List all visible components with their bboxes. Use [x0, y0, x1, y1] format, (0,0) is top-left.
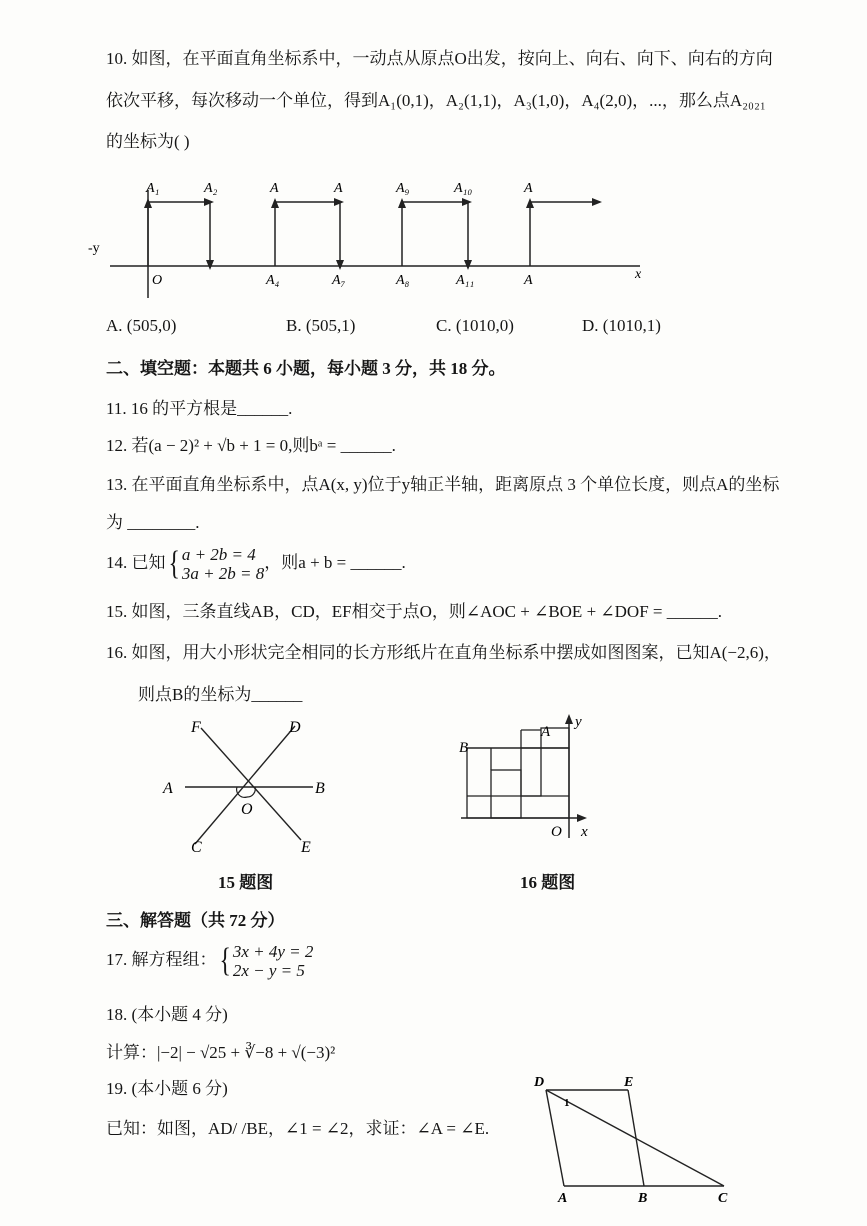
q10-line1: 10. 如图，在平面直角坐标系中，一动点从原点O出发，按向上、向右、向下、向右的方向	[106, 49, 773, 68]
fig15-label-a: A	[163, 780, 173, 797]
fig15-label-c: C	[191, 839, 202, 856]
q17	[106, 942, 313, 980]
q10-y-mark: -y	[88, 241, 100, 256]
section2-heading: 二、填空题：本题共 6 小题，每小题 3 分，共 18 分。	[106, 359, 506, 378]
fig15-label-e: E	[301, 839, 311, 856]
q17-eq1: 3x + 4y = 2	[232, 942, 314, 961]
q10-label-a2: A₂	[204, 181, 218, 196]
q10-option-c: C. (1010,0)	[436, 316, 514, 335]
fig19-parallelogram	[528, 1072, 743, 1212]
fig15-label-d: D	[289, 719, 301, 736]
section3-heading: 三、解答题（共 72 分）	[106, 911, 285, 930]
q10-label-a13: A	[524, 181, 533, 196]
fig19-label-angle1: 1	[564, 1097, 570, 1109]
q18-body: 计算：|−2| − √25 + ∛−8 + √(−3)²	[106, 1043, 336, 1062]
q10-label-a8: A₈	[396, 273, 410, 288]
q17-brace: {	[218, 942, 231, 979]
q14	[106, 545, 406, 583]
q14-system	[182, 545, 264, 583]
q13-line2: 为 ________.	[106, 513, 200, 532]
fig15-label-b: B	[315, 780, 325, 797]
q10-line2: 依次平移，每次移动一个单位，得到A₁(0,1)，A₂(1,1)，A₃(1,0)，A₄(2,0)，...，那么点A₂₀₂₁	[106, 91, 766, 110]
fig16-caption: 16 题图	[520, 873, 576, 892]
q10-label-a12: A	[524, 273, 533, 288]
q14-eq1: a + 2b = 4	[181, 545, 256, 564]
q16-line2: 则点B的坐标为______	[138, 685, 303, 704]
q19-head: 19. (本小题 6 分)	[106, 1079, 228, 1098]
fig16-label-a: A	[541, 724, 551, 740]
q17-eq2: 2x − y = 5	[232, 961, 305, 980]
fig15-label-f: F	[191, 719, 201, 736]
q10-x-label: x	[635, 267, 642, 282]
q10-label-a5: A	[270, 181, 279, 196]
q17-system	[233, 942, 314, 980]
q19-body: 已知：如图，AD/ /BE，∠1 = ∠2，求证：∠A = ∠E.	[106, 1119, 490, 1138]
q17-prefix: 17. 解方程组：	[106, 949, 217, 969]
q14-eq2: 3a + 2b = 8	[181, 564, 265, 583]
fig16-label-o: O	[551, 824, 562, 840]
fig16-label-b: B	[459, 740, 469, 756]
q10-label-origin: O	[152, 273, 163, 288]
fig16-rectangles	[455, 710, 605, 845]
q11: 11. 16 的平方根是______.	[106, 399, 293, 418]
fig15-caption: 15 题图	[218, 873, 274, 892]
q14-prefix: 14. 已知	[106, 552, 166, 572]
q10-label-a4: A₄	[266, 273, 280, 288]
q14-suffix: ，则a + b = ______.	[264, 552, 406, 572]
fig19-label-b: B	[638, 1191, 648, 1206]
fig16-label-y: y	[575, 714, 582, 730]
q10-option-d: D. (1010,1)	[582, 316, 661, 335]
q10-path-figure	[80, 170, 660, 310]
q10-label-a1: A₁	[146, 181, 160, 196]
q10-label-a7: A₇	[332, 273, 346, 288]
q14-brace: {	[167, 545, 180, 582]
q10-label-a6: A	[334, 181, 343, 196]
fig19-label-a: A	[558, 1191, 568, 1206]
q10-line3: 的坐标为( )	[106, 132, 190, 151]
fig15-lines	[155, 712, 345, 862]
q15: 15. 如图，三条直线AB，CD，EF相交于点O，则∠AOC + ∠BOE + ∠DOF = ______.	[106, 602, 722, 621]
q10-label-a9: A₉	[396, 181, 410, 196]
q10-label-a10: A₁₀	[454, 181, 473, 196]
q13-line1: 13. 在平面直角坐标系中，点A(x, y)位于y轴正半轴，距离原点 3 个单位长度，则点A的坐标	[106, 475, 780, 494]
fig16-label-x: x	[581, 824, 588, 840]
fig19-label-c: C	[718, 1191, 728, 1206]
q12: 12. 若(a − 2)² + √b + 1 = 0,则bᵃ = ______.	[106, 436, 396, 455]
fig19-label-e: E	[624, 1075, 634, 1090]
q16-line1: 16. 如图，用大小形状完全相同的长方形纸片在直角坐标系中摆成如图图案，已知A(−2,6)，	[106, 643, 781, 662]
q10-option-a: A. (505,0)	[106, 316, 177, 335]
q10-label-a11: A₁₁	[456, 273, 475, 288]
q18-head: 18. (本小题 4 分)	[106, 1005, 228, 1024]
q10-option-b: B. (505,1)	[286, 316, 356, 335]
fig15-label-o: O	[241, 801, 253, 818]
fig19-label-d: D	[534, 1075, 545, 1090]
